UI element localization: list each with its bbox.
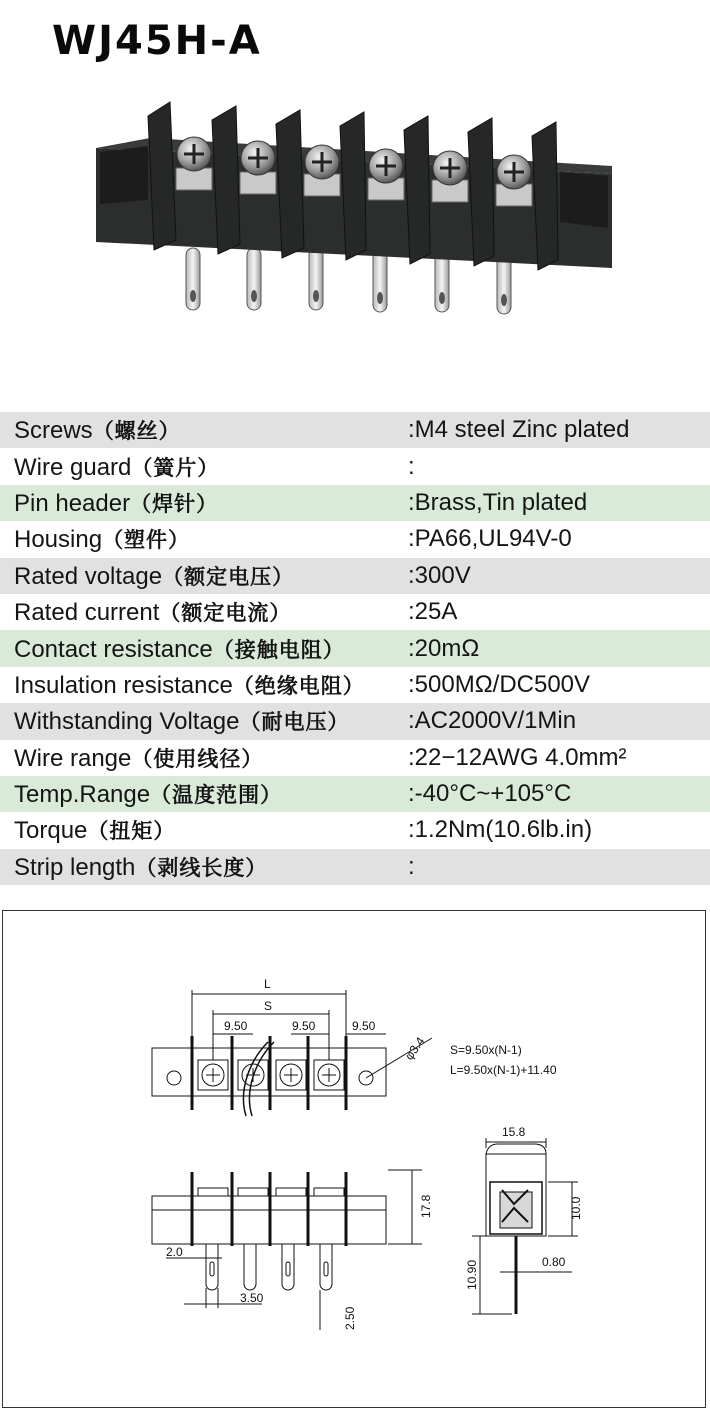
dim-pin-width: 2.0 (166, 1245, 183, 1259)
dim-pin-spacing: 3.50 (240, 1291, 264, 1305)
dim-pin-length: 10.90 (465, 1259, 479, 1290)
spec-label: Rated voltage (14, 562, 163, 590)
dim-L: L (264, 977, 271, 991)
spec-label-cn: （接触电阻） (212, 637, 345, 662)
spec-value: : (408, 452, 415, 480)
spec-label: Housing (14, 526, 103, 554)
spec-label-cn: （扭矩） (87, 819, 176, 844)
spec-label-cn: （剥线长度） (135, 855, 268, 880)
spec-value: : (408, 852, 415, 880)
spec-label: Screws (14, 417, 93, 445)
spec-label: Strip length (14, 853, 136, 881)
spec-value: :Brass,Tin plated (408, 488, 588, 516)
dim-pin-hole: 2.50 (343, 1306, 357, 1330)
spec-label: Wire range (14, 744, 132, 772)
spec-label: Torque (14, 817, 88, 845)
spec-value: :AC2000V/1Min (408, 707, 577, 735)
spec-row-contact-resistance (0, 630, 710, 666)
spec-label-cn: （温度范围） (150, 783, 283, 808)
dim-height: 17.8 (419, 1194, 433, 1218)
spec-value: :-40°C~+105°C (408, 780, 572, 808)
spec-value: :500MΩ/DC500V (408, 670, 591, 698)
spec-label-cn: （耐电压） (239, 710, 350, 735)
dim-hole: φ3.4 (402, 1034, 428, 1063)
product-photo (0, 90, 710, 390)
formula-L: L=9.50x(N-1)+11.40 (450, 1063, 557, 1077)
dim-pitch-2: 9.50 (292, 1019, 316, 1033)
spec-row-insulation-resistance (0, 667, 710, 703)
spec-row-pin-header (0, 485, 710, 521)
spec-label: Pin header (14, 489, 131, 517)
spec-row-housing (0, 521, 710, 557)
spec-label: Rated current (14, 599, 160, 627)
formula-S: S=9.50x(N-1) (450, 1043, 522, 1057)
spec-row-withstanding-voltage (0, 703, 710, 739)
spec-label-cn: （使用线径） (131, 746, 264, 771)
spec-table (0, 412, 710, 885)
dim-pitch-3: 9.50 (352, 1019, 376, 1033)
spec-row-strip-length (0, 849, 710, 885)
spec-label-cn: （额定电流） (159, 601, 292, 626)
dim-side-width: 15.8 (502, 1125, 526, 1139)
spec-value: :22−12AWG 4.0mm² (408, 743, 627, 771)
dim-S: S (264, 999, 273, 1013)
spec-row-wire-guard (0, 448, 710, 484)
spec-row-wire-range (0, 740, 710, 776)
spec-label-cn: （绝缘电阻） (232, 673, 365, 698)
spec-value: :M4 steel Zinc plated (408, 416, 630, 444)
spec-label-cn: （焊针） (130, 491, 219, 516)
spec-label: Withstanding Voltage (14, 708, 240, 736)
spec-value: :300V (408, 561, 471, 589)
spec-row-temp-range (0, 776, 710, 812)
technical-drawing (2, 910, 706, 1408)
spec-label-cn: （簧片） (131, 455, 220, 480)
spec-label-cn: （螺丝） (92, 419, 181, 444)
spec-label: Temp.Range (14, 781, 151, 809)
spec-label: Insulation resistance (14, 671, 233, 699)
spec-label: Wire guard (14, 453, 132, 481)
spec-value: :20mΩ (408, 634, 480, 662)
spec-row-torque (0, 812, 710, 848)
product-title: WJ45H-A (52, 18, 262, 64)
spec-row-rated-voltage (0, 558, 710, 594)
spec-label: Contact resistance (14, 635, 213, 663)
spec-value: :25A (408, 598, 458, 626)
spec-row-rated-current (0, 594, 710, 630)
spec-value: :1.2Nm(10.6lb.in) (408, 816, 593, 844)
spec-row-screws (0, 412, 710, 448)
dim-side-height: 10.0 (569, 1196, 583, 1220)
spec-label-cn: （额定电压） (162, 564, 295, 589)
dim-pitch-1: 9.50 (224, 1019, 248, 1033)
spec-value: :PA66,UL94V-0 (408, 525, 572, 553)
spec-label-cn: （塑件） (102, 528, 191, 553)
dim-pin-thickness: 0.80 (542, 1255, 566, 1269)
